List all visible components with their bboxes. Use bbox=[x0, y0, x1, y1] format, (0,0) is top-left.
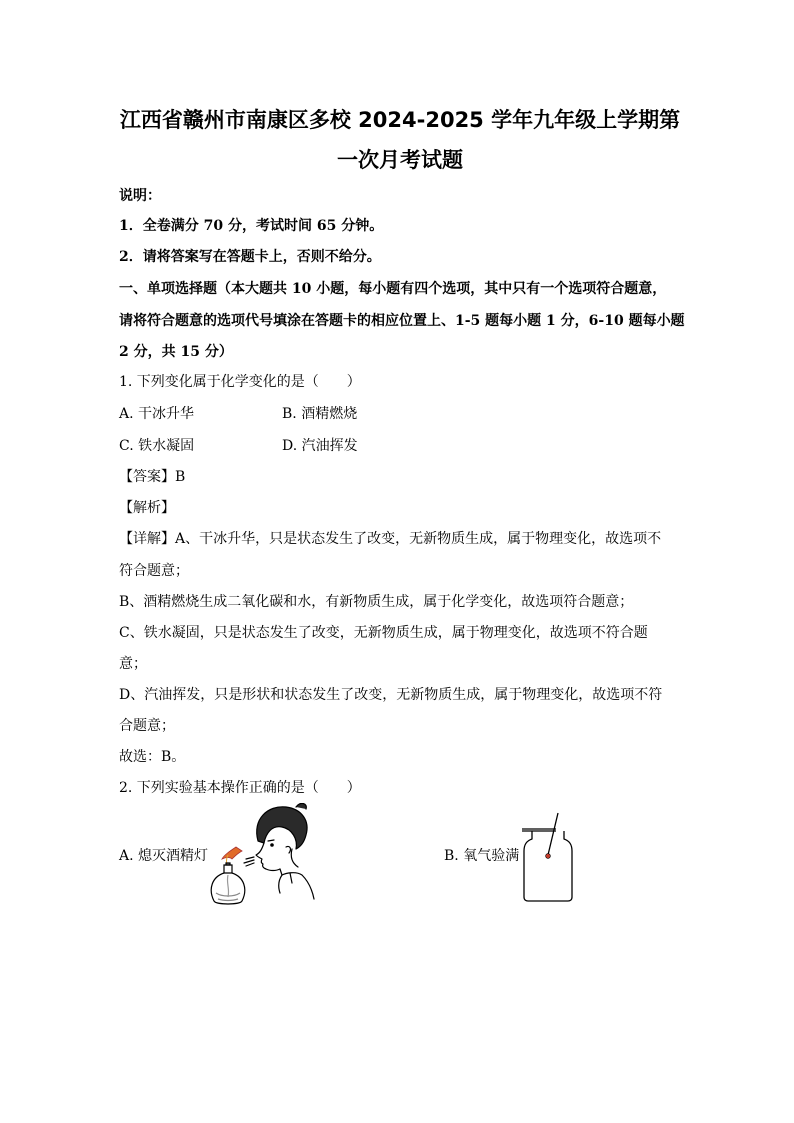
question-1-detail-line: C、铁水凝固，只是状态发生了改变，无新物质生成，属于物理变化，故选项不符合题 bbox=[119, 625, 648, 641]
question-1-detail-line: 符合题意； bbox=[119, 563, 189, 579]
question-1-stem: 1. 下列变化属于化学变化的是（ ） bbox=[119, 374, 361, 390]
question-1-option-d: D. 汽油挥发 bbox=[282, 438, 358, 454]
section1-intro-line-1: 一、单项选择题（本大题共 10 小题，每小题有四个选项，其中只有一个选项符合题意， bbox=[119, 281, 667, 297]
page-title-line-1: 江西省赣州市南康区多校 2024-2025 学年九年级上学期第 bbox=[119, 108, 681, 132]
instruction-item-2: 2．请将答案写在答题卡上，否则不给分。 bbox=[119, 249, 381, 265]
question-2-option-a-label: A. 熄灭酒精灯 bbox=[119, 848, 209, 864]
blowing-out-alcohol-lamp-illustration bbox=[206, 803, 318, 909]
question-1-detail-line: 【详解】A、干冰升华，只是状态发生了改变，无新物质生成，属于物理变化，故选项不 bbox=[119, 531, 662, 547]
question-1-option-b: B. 酒精燃烧 bbox=[282, 406, 358, 422]
question-1-detail-line: 故选：B。 bbox=[119, 749, 186, 765]
instructions-heading: 说明： bbox=[119, 188, 161, 204]
question-1-analysis-heading: 【解析】 bbox=[119, 500, 175, 516]
question-1-answer: 【答案】B bbox=[119, 469, 186, 485]
question-1-detail-line: 意； bbox=[119, 656, 147, 672]
question-1-option-c: C. 铁水凝固 bbox=[119, 438, 195, 454]
oxygen-bottle-test-illustration bbox=[520, 809, 576, 903]
question-1-detail-line: 合题意； bbox=[119, 718, 175, 734]
page-title-line-2: 一次月考试题 bbox=[337, 148, 463, 172]
section1-intro-line-3: 2 分，共 15 分） bbox=[119, 344, 233, 360]
question-1-option-a: A. 干冰升华 bbox=[119, 406, 195, 422]
question-2-option-b-label: B. 氧气验满 bbox=[444, 848, 520, 864]
question-1-detail-line: D、汽油挥发，只是形状和状态发生了改变，无新物质生成，属于物理变化，故选项不符 bbox=[119, 687, 663, 703]
question-2-stem: 2. 下列实验基本操作正确的是（ ） bbox=[119, 780, 361, 796]
section1-intro-line-2: 请将符合题意的选项代号填涂在答题卡的相应位置上、1-5 题每小题 1 分，6-10 题每小题 bbox=[119, 313, 685, 329]
instruction-item-1: 1．全卷满分 70 分，考试时间 65 分钟。 bbox=[119, 218, 384, 234]
question-1-detail-line: B、酒精燃烧生成二氧化碳和水，有新物质生成，属于化学变化，故选项符合题意； bbox=[119, 594, 634, 610]
